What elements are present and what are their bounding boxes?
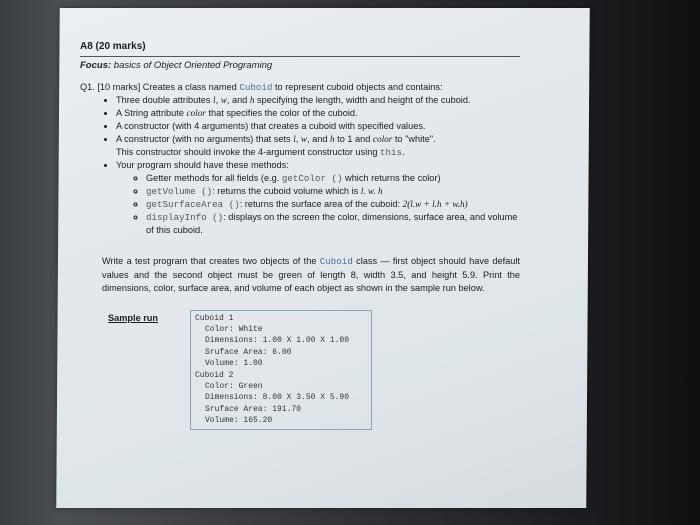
method-item: ◦ displayInfo (): displays on the screen the color, dimensions, surface area, and volume of this cuboid. xyxy=(146,211,520,237)
output-line: Volume: 165.20 xyxy=(205,416,273,426)
test-program-paragraph: Write a test program that creates two objects of the Cuboid class — first object should have default values and the second object must be green of length 8, width 3.5, and height 5.9. Print the dimensions, color, surface area, and volume of each object as shown in the sample run below. xyxy=(102,256,520,293)
output-line: Cuboid 1 xyxy=(195,313,234,323)
output-line: Volume: 1.00 xyxy=(205,359,263,369)
list-item: • Three double attributes l, w, and h specifying the length, width and height of the cuboid. xyxy=(116,94,520,107)
output-line: Color: Green xyxy=(205,381,263,391)
divider xyxy=(80,56,520,57)
output-line: Color: White xyxy=(205,324,263,334)
focus-line xyxy=(80,59,520,72)
sample-run xyxy=(80,310,520,430)
question-1 xyxy=(80,81,520,237)
output-line: Dimensions: 1.00 X 1.00 X 1.00 xyxy=(205,336,350,346)
sample-output-box xyxy=(190,310,372,430)
list-item: • Your program should have these methods: ◦ Getter methods for all fields (e.g. getColor () which returns the color) ◦ getVolume (): returns the cuboid volume which is l. w. h ◦ getSurfaceArea (): returns the surface area of the cuboid: 2(l.w + l.h + w.h) ◦ displayInfo (): displays on the screen the color, dimensions, surface area, and volume of this cuboid. xyxy=(116,159,520,237)
class-name: Cuboid xyxy=(239,82,273,93)
focus-text: basics of Object Oriented Programing xyxy=(111,60,273,71)
output-line: Sruface Area: 6.00 xyxy=(205,347,292,357)
document xyxy=(80,40,520,430)
list-item: • A constructor (with 4 arguments) that creates a cuboid with specified values. xyxy=(116,120,520,133)
requirements-list xyxy=(80,94,520,237)
method-item: ◦ getVolume (): returns the cuboid volume which is l. w. h xyxy=(146,185,520,198)
assignment-title: A8 (20 marks) xyxy=(80,41,146,52)
focus-label: Focus: xyxy=(80,60,112,71)
sample-run-label: Sample run xyxy=(108,312,159,323)
methods-list xyxy=(116,172,520,237)
list-item: • A constructor (with no arguments) that sets l, w, and h to 1 and color to "white". This constructor should invoke the 4-argument constructor using this. xyxy=(116,133,520,159)
method-item: ◦ Getter methods for all fields (e.g. getColor () which returns the color) xyxy=(146,172,520,185)
output-line: Dimensions: 8.00 X 3.50 X 5.90 xyxy=(205,393,350,403)
output-line: Cuboid 2 xyxy=(195,370,234,380)
method-item: ◦ getSurfaceArea (): returns the surface area of the cuboid: 2(l.w + l.h + w.h) xyxy=(146,198,520,211)
q1-intro: Q1. [10 marks] Creates a class named Cuboid to represent cuboid objects and contains: xyxy=(80,82,443,93)
output-line: Sruface Area: 191.70 xyxy=(205,404,302,414)
list-item: • A String attribute color that specifies the color of the cuboid. xyxy=(116,107,520,120)
